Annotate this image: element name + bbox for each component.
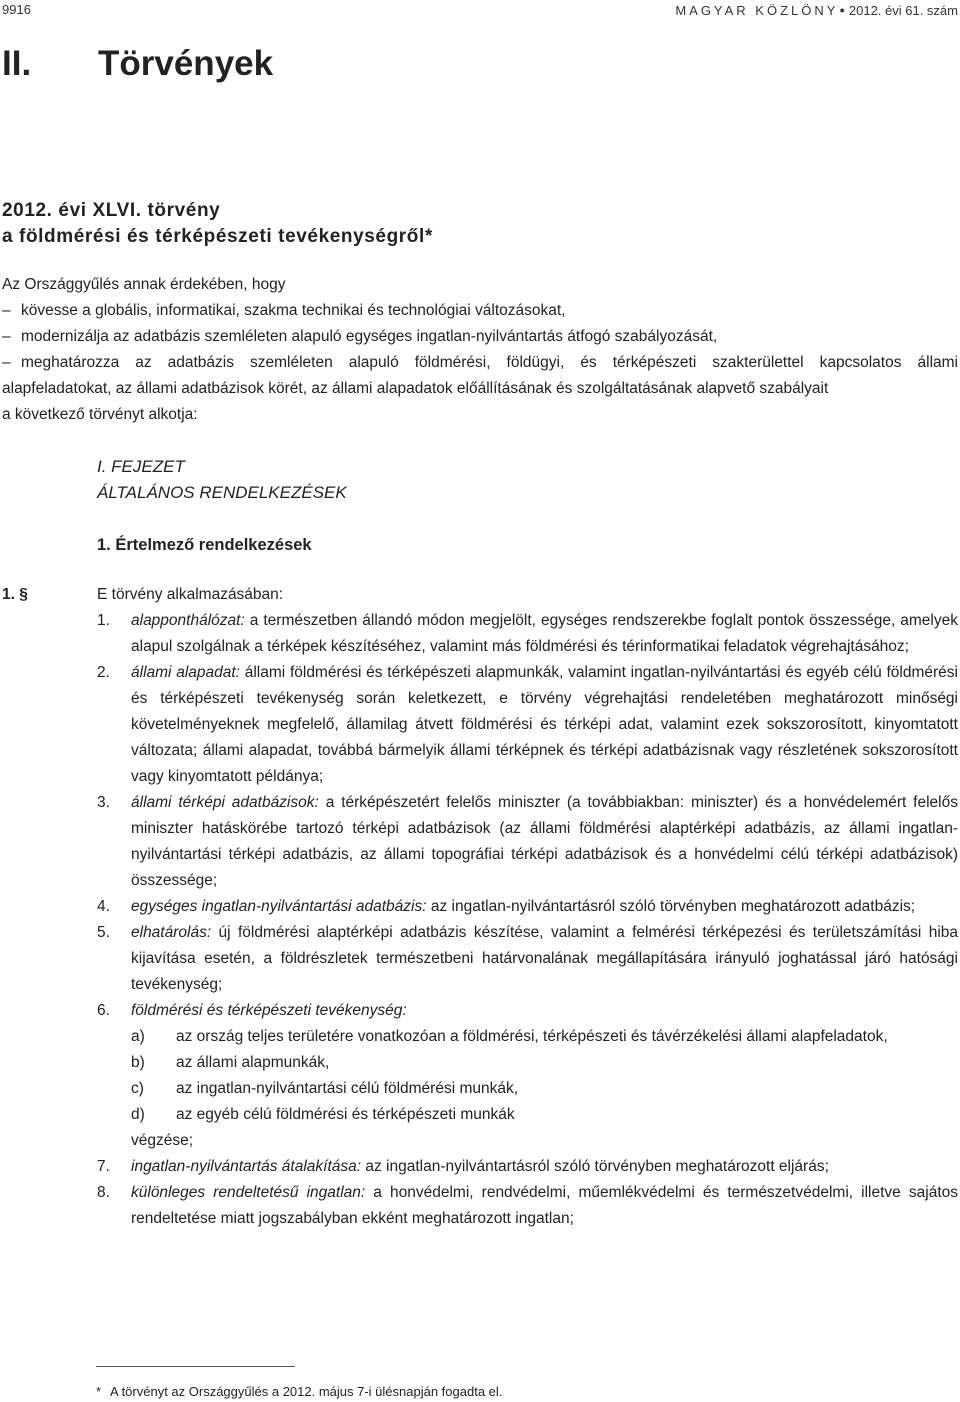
definition-item [97, 920, 958, 998]
footnote-mark: * [96, 1384, 102, 1399]
footnote [96, 1383, 502, 1401]
sub-item [131, 1050, 958, 1076]
sub-list-closing: végzése; [131, 1132, 194, 1149]
law-title-line-1: 2012. évi XLVI. törvény [2, 200, 221, 221]
sub-item-letter: a) [131, 1028, 145, 1045]
definition-term: különleges rendeltetésű ingatlan: [131, 1184, 366, 1201]
dash-bullet: – [2, 302, 11, 319]
law-title [2, 198, 433, 250]
definition-item [97, 998, 958, 1154]
journal-name: MAGYAR KÖZLÖNY [675, 3, 839, 18]
definition-text: a honvédelmi, rendvédelmi, műemlékvédelmi és természetvédelmi, illetve sajátos rendeltetése miatt jogszabályban ekként meghatározott ingatlan; [131, 1184, 958, 1227]
paragraph-intro: E törvény alkalmazásában: [97, 586, 284, 603]
definition-number: 3. [97, 794, 110, 811]
sub-item-text: az egyéb célú földmérési és térképészeti munkák [176, 1106, 515, 1123]
preamble-intro: Az Országgyűlés annak érdekében, hogy [2, 276, 286, 293]
definition-number: 2. [97, 664, 110, 681]
section-number: II. [2, 44, 32, 83]
chapter-title: ÁLTALÁNOS RENDELKEZÉSEK [97, 483, 347, 502]
journal-issue: 2012. évi 61. szám [848, 3, 958, 18]
definition-number: 5. [97, 924, 110, 941]
sub-item-text: az állami alapmunkák, [176, 1054, 330, 1071]
footnote-divider [96, 1366, 295, 1367]
preamble-item [2, 324, 958, 350]
definition-number: 1. [97, 612, 110, 629]
preamble-closing: a következő törvényt alkotja: [2, 406, 198, 423]
definition-number: 6. [97, 1002, 110, 1019]
chapter-number: I. FEJEZET [97, 457, 185, 476]
preamble-item-text: modernizálja az adatbázis szemléleten alapuló egységes ingatlan-nyilvántartás átfogó szabályozását, [21, 328, 718, 345]
definition-term: elhatárolás: [131, 924, 212, 941]
sub-item [131, 1102, 958, 1128]
definition-text: új földmérési alaptérképi adatbázis készítése, valamint a felmérési térképezési és területszámítási hiba kijavítása esetén, a földrészletek természetbeni határvonalának megállapítására irányuló joghatással járó hatósági tevékenység; [131, 924, 958, 993]
definition-number: 8. [97, 1184, 110, 1201]
definition-item [97, 1180, 958, 1232]
section-title [2, 40, 273, 88]
sub-item [131, 1024, 958, 1050]
sub-item [131, 1076, 958, 1102]
definition-term: ingatlan-nyilvántartás átalakítása: [131, 1158, 362, 1175]
definition-number: 7. [97, 1158, 110, 1175]
chapter-heading [97, 454, 347, 506]
sub-list [131, 1024, 958, 1128]
preamble-item [2, 350, 958, 376]
preamble-continuation: alapfeladatokat, az állami adatbázisok körét, az állami alapadatok előállításának és szolgáltatásának alapvető szabályait [2, 380, 829, 397]
definition-term: alapponthálózat: [131, 612, 245, 629]
paragraph-heading [2, 582, 958, 608]
definition-text: állami földmérési és térképészeti alapmunkák, valamint ingatlan-nyilvántartási és egyéb célú földmérési és térképészeti tevékenység során keletkezett, e törvény végrehajtási rendeletében meghatározott minőségi követelményeknek megfelelő, államilag átvett földmérési és térképi adat, valamint ezek sokszorosított, kinyomtatott változata; állami alapadat, továbbá bármelyik állami térképnek és térképi adatbázisnak vagy részletének sokszorosított vagy kinyomtatott példánya; [131, 664, 958, 785]
definition-item [97, 790, 958, 894]
separator-dot-icon: ● [839, 5, 845, 15]
preamble-item-text: meghatározza az adatbázis szemléleten alapuló földmérési, földügyi, és térképészeti szakterülettel kapcsolatos állami [21, 354, 958, 371]
dash-bullet: – [2, 354, 11, 371]
definition-text: az ingatlan-nyilvántartásról szóló törvényben meghatározott eljárás; [361, 1158, 829, 1175]
footnote-text: A törvényt az Országgyűlés a 2012. május 7-i ülésnapján fogadta el. [110, 1384, 503, 1399]
sub-item-text: az ingatlan-nyilvántartási célú földmérési munkák, [176, 1080, 519, 1097]
dash-bullet: – [2, 328, 11, 345]
definition-term: állami alapadat: [131, 664, 240, 681]
definition-term: földmérési és térképészeti tevékenység: [131, 1002, 407, 1019]
sub-item-letter: b) [131, 1054, 145, 1071]
definition-item [97, 1154, 958, 1180]
definition-term: egységes ingatlan-nyilvántartási adatbázis: [131, 898, 427, 915]
page-header [2, 0, 958, 22]
definition-item [97, 894, 958, 920]
sub-item-letter: c) [131, 1080, 144, 1097]
definition-text: az ingatlan-nyilvántartásról szóló törvényben meghatározott adatbázis; [426, 898, 916, 915]
preamble-item [2, 298, 958, 324]
section-name: Törvények [98, 44, 274, 83]
definition-term: állami térképi adatbázisok: [131, 794, 319, 811]
law-title-line-2: a földmérési és térképészeti tevékenységről* [2, 226, 433, 247]
definition-item [97, 608, 958, 660]
sub-item-letter: d) [131, 1106, 145, 1123]
definition-item [97, 660, 958, 790]
page-number: 9916 [2, 2, 31, 17]
preamble-item-text: kövesse a globális, informatikai, szakma technikai és technológiai változásokat, [21, 302, 566, 319]
definition-text: a térképészetért felelős miniszter (a továbbiakban: miniszter) és a honvédelemért felelős miniszter hatáskörébe tartozó térképi adatbázisok (az állami földmérési alaptérképi adatbázis, az állami ingatlan-nyilvántartási térképi adatbázis, az állami topográfiai térképi adatbázisok és a honvédelmi célú térképi adatbázisok) összessége; [131, 794, 958, 889]
journal-masthead [675, 0, 958, 21]
sub-item-text: az ország teljes területére vonatkozóan a földmérési, térképészeti és távérzékelési állami alapfeladatok, [176, 1028, 888, 1045]
subheading: 1. Értelmező rendelkezések [97, 536, 312, 554]
definition-number: 4. [97, 898, 110, 915]
definition-text: a természetben állandó módon megjelölt, egységes rendszerekbe foglalt pontok összessége, amelyek alapul szolgálnak a térképek készítéséhez, valamint más földmérési és térinformatikai feladatok végrehajtásához; [131, 612, 958, 655]
definition-list [97, 608, 958, 1232]
paragraph-number: 1. § [2, 586, 28, 603]
preamble [2, 272, 958, 428]
